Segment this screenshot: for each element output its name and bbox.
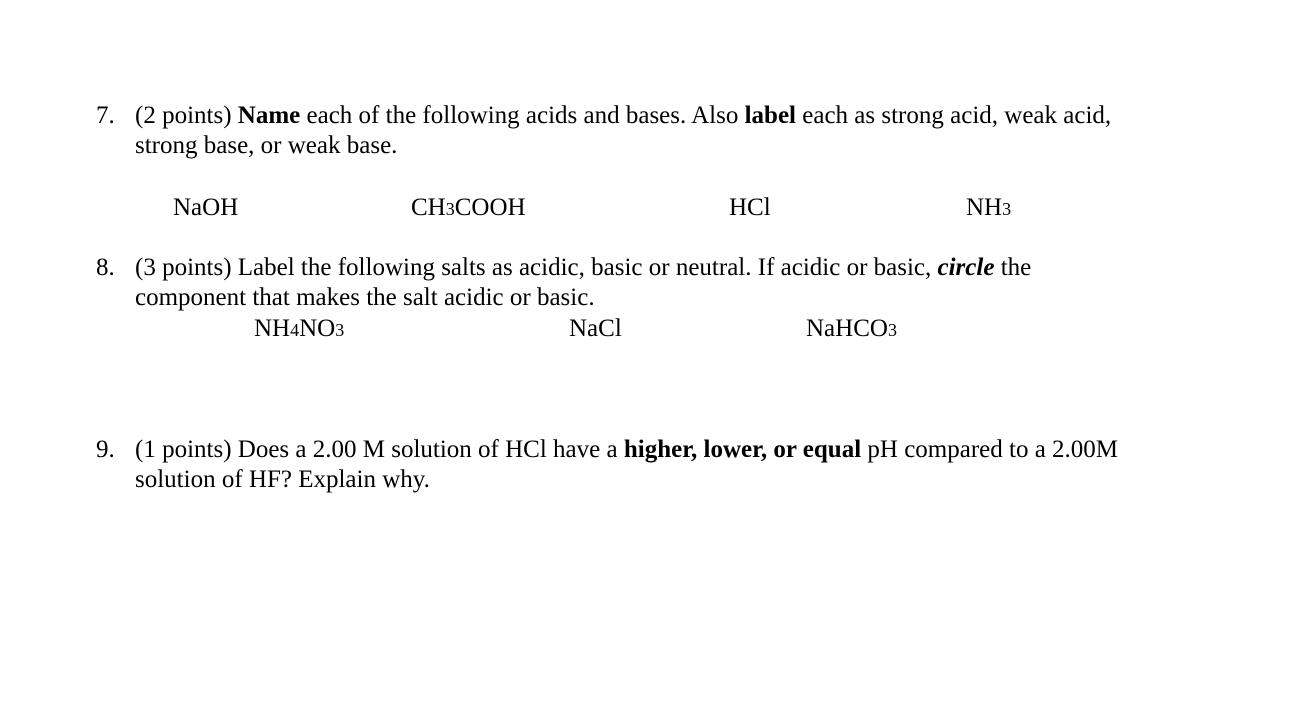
formula-text: NaCl [569, 315, 622, 342]
points-label: (2 points) [135, 102, 232, 129]
formula-subscript: 4 [290, 320, 300, 340]
question-text-part: each of the following acids and bases. Also [306, 102, 739, 129]
formula-nahco3 [806, 314, 897, 345]
formula-ch3cooh [411, 193, 526, 224]
question-text-part: pH compared to a 2.00M [867, 436, 1119, 463]
question-text [135, 101, 1215, 161]
emphasis-circle: circle [937, 254, 995, 281]
formula-hcl [729, 193, 771, 223]
formula-text: NH [254, 315, 291, 342]
emphasis-name: Name [237, 102, 301, 129]
question-text-part: each as strong acid, weak acid, [802, 102, 1112, 129]
emphasis-label: label [744, 102, 797, 129]
formula-text: CH [411, 194, 446, 221]
formula-nh4no3 [254, 314, 344, 345]
question-text-part: (3 points) Label the following salts as acidic, basic or neutral. If acidic or basic, [135, 254, 932, 281]
question-number: 8. [96, 254, 115, 281]
question-text [135, 253, 1215, 313]
question-text-line2: solution of HF? Explain why. [135, 466, 430, 493]
question-text-line2: strong base, or weak base. [135, 132, 398, 159]
question-text-line2: component that makes the salt acidic or basic. [135, 284, 595, 311]
formula-subscript: 3 [1002, 199, 1012, 219]
formula-nh3 [966, 193, 1011, 224]
emphasis-comparison: higher, lower, or equal [623, 436, 862, 463]
question-text-part: (1 points) Does a 2.00 M solution of HCl have a [135, 436, 618, 463]
formula-text: HCl [729, 194, 771, 221]
formula-naoh [173, 193, 238, 223]
question-text [135, 435, 1215, 495]
formula-subscript: 3 [887, 320, 897, 340]
formula-text: NaHCO [806, 315, 888, 342]
formula-nacl [569, 314, 622, 344]
formula-text: COOH [454, 194, 526, 221]
formula-text: NaOH [173, 194, 239, 221]
formula-subscript: 3 [445, 199, 455, 219]
question-text-part: the [1000, 254, 1032, 281]
formula-subscript: 3 [335, 320, 345, 340]
formula-text: NH [966, 194, 1003, 221]
question-number: 9. [96, 436, 115, 463]
formula-text: NO [299, 315, 336, 342]
question-number: 7. [96, 102, 115, 129]
